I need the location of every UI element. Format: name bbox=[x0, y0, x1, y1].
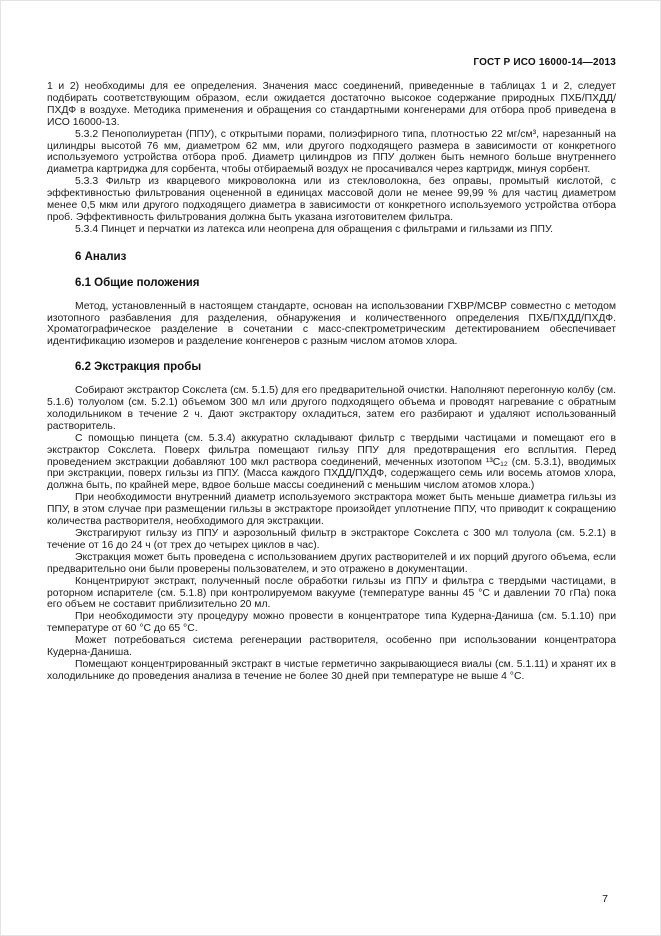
paragraph: Собирают экстрактор Сокслета (см. 5.1.5) для его предварительной очистки. Наполняют перегонную колбу (см. 5.1.6) толуолом (см. 5.2.1) объемом 300 мл или другого подходящего объема и проводят нагревание с обратным холодильником в течение 2 ч. Дают экстрактору охладиться, затем его разбирают и удаляют использованный растворитель. bbox=[47, 385, 616, 432]
document-header: ГОСТ Р ИСО 16000-14—2013 bbox=[473, 57, 616, 68]
paragraph: Экстрагируют гильзу из ППУ и аэрозольный фильтр в экстракторе Сокслета с 300 мл толуола (см. 5.2.1) в течение от 16 до 24 ч (от трех до четырех циклов в час). bbox=[47, 528, 616, 551]
paragraph: 5.3.2 Пенополиуретан (ППУ), с открытыми порами, полиэфирного типа, плотностью 22 мг/см³, нарезанный на цилиндры высотой 76 мм, диаметром 62 мм, или другого подходящего размера в зависимости от конкретного используемого устройства отбора проб. Диаметр цилиндров из ППУ должен быть немного больше внутреннего диаметра картриджа для сорбента, чтобы отбираемый воздух не просачивался через картридж, минуя сорбент. bbox=[47, 128, 616, 176]
paragraph: Концентрируют экстракт, полученный после обработки гильзы из ППУ и фильтра с твердыми частицами, в роторном испарителе (см. 5.1.8) при контролируемом вакууме (температуре ванны 45 °С и давлении 70 гПа) пока его объем не составит приблизительно 20 мл. bbox=[47, 575, 616, 611]
paragraph: 5.3.4 Пинцет и перчатки из латекса или неопрена для обращения с фильтрами и гильзами из ППУ. bbox=[75, 223, 554, 235]
paragraph: 5.3.3 Фильтр из кварцевого микроволокна или из стекловолокна, без оправы, промытый кислотой, с эффективностью фильтрования оцененной в единицах массовой доли не менее 99,99 % для частиц диаметром менее 0,5 мкм или другого подходящего диаметра в зависимости от конкретного используемого устройства отбора проб. Эффективность фильтрования должна быть указана изготовителем фильтра. bbox=[47, 176, 616, 223]
paragraph: Метод, установленный в настоящем стандарте, основан на использовании ГХВР/МСВР совместно с методом изотопного разбавления для разделения, обнаружения и количественного определения ПХБ/ПХДД/ПХДФ. Хроматографическое разделение в сочетании с масс-спектрометрическим детектированием обеспечивает идентификацию изомеров и разделение конгенеров с разным числом атомов хлора. bbox=[47, 300, 616, 348]
paragraph: С помощью пинцета (см. 5.3.4) аккуратно складывают фильтр с твердыми частицами и помещают его в экстрактор Сокслета. Поверх фильтра помещают гильзу ППУ для предотвращения его всплытия. Перед проведением экстракции добавляют 100 мкл раствора соединений, меченных изотопом ¹³C₁₂ (см. 5.3.1), вводимых при экстракции, поверх гильзы из ППУ. (Масса каждого ПХДД/ПХДФ, содержащего семь или восемь атомов хлора, должна быть, по крайней мере, вдвое больше массы соединений с меньшим числом атомов хлора.) bbox=[47, 432, 616, 492]
paragraph: Экстракция может быть проведена с использованием других растворителей и их порций другого объема, если предварительно они были проверены пользователем, и это отражено в документации. bbox=[47, 551, 616, 575]
paragraph: При необходимости внутренний диаметр используемого экстрактора может быть меньше диаметра гильзы из ППУ, в этом случае при размещении гильзы в экстракторе произойдет уплотнение ППУ, что приводит к сокращению количества растворителя, необходимого для экстракции. bbox=[47, 492, 616, 528]
section-heading-analysis: 6 Анализ bbox=[75, 250, 127, 263]
paragraph: Помещают концентрированный экстракт в чистые герметично закрывающиеся виалы (см. 5.1.11) и хранят их в холодильнике до проведения анализа в течение не более 30 дней при температуре не выше 4 °С. bbox=[47, 658, 616, 682]
document-body bbox=[47, 81, 616, 683]
subsection-heading-general: 6.1 Общие положения bbox=[75, 276, 200, 289]
paragraph: 1 и 2) необходимы для ее определения. Значения масс соединений, приведенные в таблицах 1 и 2, следует подбирать соответствующим образом, если ожидается достаточно высокое содержание природных ПХБ/ПХДД/ПХДФ в воздухе. Методика применения и обращения со стандартными конгенерами для отбора проб приведена в ИСО 16000-13. bbox=[47, 81, 616, 128]
paragraph: Может потребоваться система регенерации растворителя, особенно при использовании концентратора Кудерна-Даниша. bbox=[47, 635, 616, 659]
page-number: 7 bbox=[602, 893, 608, 905]
subsection-heading-extraction: 6.2 Экстракция пробы bbox=[75, 361, 202, 374]
paragraph: При необходимости эту процедуру можно провести в концентраторе типа Кудерна-Даниша (см. 5.1.10) при температуре от 60 °С до 65 °С. bbox=[47, 611, 616, 635]
